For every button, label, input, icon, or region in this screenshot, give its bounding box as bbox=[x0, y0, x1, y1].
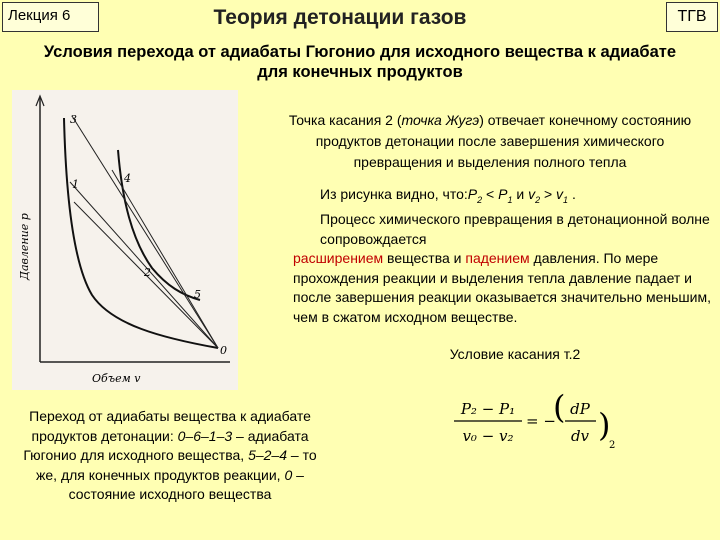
point-label-5: 5 bbox=[194, 288, 201, 301]
p2-p2: P bbox=[467, 186, 478, 202]
p2-process-start: Процесс химического превращения в детонационной волне сопровождается bbox=[320, 211, 710, 247]
p2-drop-term: падением bbox=[465, 250, 530, 267]
p2-and: и bbox=[512, 186, 529, 202]
lecture-label: Лекция 6 bbox=[2, 2, 99, 32]
tangency-formula bbox=[440, 388, 620, 458]
p1-text-c: ) отвечает конечному состоянию продуктов детонации после завершения химического превращения и выделения полного тепла bbox=[315, 112, 692, 170]
subtitle-line-2: для конечных продуктов bbox=[257, 63, 463, 81]
p2-p2-sub: 2 bbox=[477, 194, 483, 205]
p2-text-3: вещества и bbox=[383, 250, 466, 267]
caption-curve-products: 5–2–4 bbox=[248, 447, 288, 463]
p2-p1-sub: 1 bbox=[507, 194, 513, 205]
hugoniot-figure bbox=[12, 90, 238, 390]
p2-v1-sub: 1 bbox=[563, 194, 569, 205]
p2-lt: < bbox=[482, 186, 499, 202]
p1-text-a: Точка касания 2 ( bbox=[288, 112, 402, 128]
hugoniot-diagram bbox=[12, 90, 238, 390]
ray-0-3 bbox=[72, 116, 218, 348]
formula-right-paren: ) bbox=[598, 406, 611, 444]
caption-text-c: – адиабата Гюгонио для исходного вещества, bbox=[23, 427, 309, 463]
caption-text-g: – состояние исходного вещества bbox=[68, 466, 304, 502]
p2-dot: . bbox=[568, 186, 576, 202]
formula-left-paren: ( bbox=[553, 388, 566, 426]
slide-subtitle bbox=[0, 42, 720, 82]
p2-expansion-term: расширением bbox=[293, 250, 384, 267]
p2-p1: P bbox=[498, 186, 508, 202]
caption-text-e: – то же, для конечных продуктов реакции, bbox=[36, 447, 317, 483]
caption-text-a: Переход от адиабаты вещества к адиабате продуктов детонации: bbox=[29, 408, 311, 444]
page-title: Теория детонации газов bbox=[213, 6, 467, 29]
paragraph-process bbox=[293, 185, 713, 327]
formula-subscript: 2 bbox=[609, 440, 616, 451]
point-label-2: 2 bbox=[144, 266, 151, 279]
p2-v2: v bbox=[528, 186, 536, 202]
formula-numerator-left: P₂ − P₁ bbox=[460, 400, 516, 418]
figure-caption bbox=[20, 407, 320, 505]
point-label-1: 1 bbox=[72, 178, 79, 191]
hugoniot-initial-curve bbox=[64, 118, 218, 348]
formula-equals: = − bbox=[526, 412, 556, 430]
x-axis-label: Объем v bbox=[92, 372, 141, 385]
p2-intro: Из рисунка видно, что: bbox=[320, 186, 468, 202]
tangency-condition-label: Условие касания т.2 bbox=[449, 346, 581, 362]
point-label-3: 3 bbox=[70, 113, 77, 126]
p2-v1: v bbox=[556, 186, 564, 202]
course-label: ТГВ bbox=[666, 2, 718, 32]
ray-0-4 bbox=[112, 170, 218, 348]
caption-point-0: 0 bbox=[284, 466, 293, 483]
point-label-4: 4 bbox=[124, 172, 131, 185]
p1-jouguet-term: точка Жугэ bbox=[401, 112, 480, 128]
paragraph-jouguet-point bbox=[270, 110, 710, 173]
caption-curve-initial: 0–6–1–3 bbox=[177, 427, 233, 444]
y-axis-label: Давление p bbox=[18, 213, 31, 280]
formula-numerator-right: dP bbox=[570, 400, 590, 418]
p2-v2-sub: 2 bbox=[535, 194, 541, 205]
ray-0-1 bbox=[70, 182, 218, 348]
formula-denominator-left: v₀ − v₂ bbox=[462, 427, 514, 445]
p2-text-4: давления. По мере прохождения реакции и выделения тепла давление падает и после завершения реакции оказывается значительно меньшим, чем в сжатом исходном веществе. bbox=[293, 250, 711, 325]
point-label-0: 0 bbox=[220, 344, 227, 357]
subtitle-line-1: Условия перехода от адиабаты Гюгонио для исходного вещества к адиабате bbox=[43, 43, 677, 61]
p2-gt: > bbox=[540, 186, 557, 202]
formula-denominator-right: dv bbox=[570, 427, 590, 445]
